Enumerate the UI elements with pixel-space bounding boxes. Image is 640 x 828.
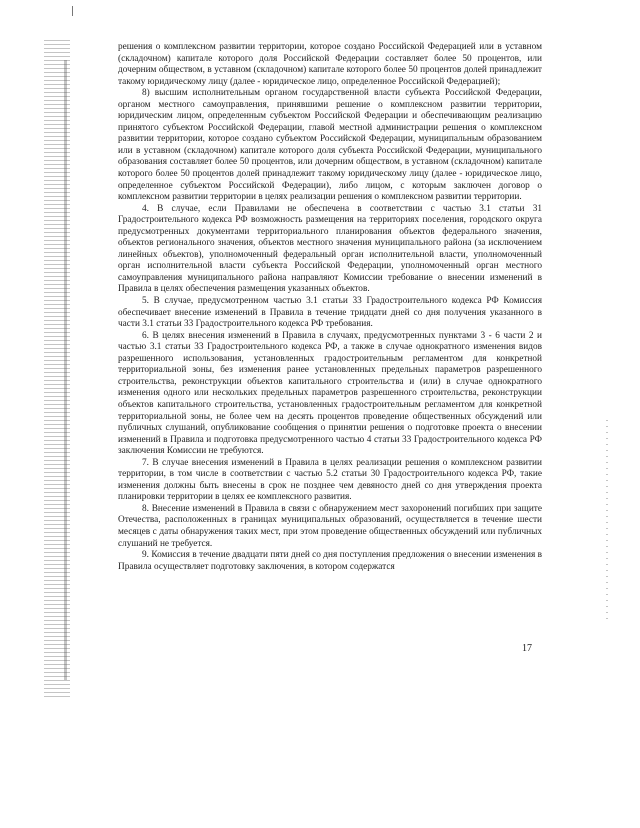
page-number: 17 [522, 643, 532, 654]
paragraph-4: 4. В случае, если Правилами не обеспечена в соответствии с частью 3.1 статьи 31 Градостроительного кодекса РФ возможность размещения на территориях поселения, городского округа предусмотренных документами территориального планирования объектов федерального значения, объектов регионального значения, объектов местного значения муниципального района (за исключением линейных объектов), уполномоченный федеральный орган исполнительной власти, уполномоченный орган исполнительной власти субъекта Российской Федерации, уполномоченный орган местного самоуправления муниципального района направляют Комиссии требование о внесении изменений в Правила в целях обеспечения размещения указанных объектов. [118, 203, 542, 295]
paragraph-item-8: 8) высшим исполнительным органом государственной власти субъекта Российской Федерации, органом местного самоуправления, принявшими решение о комплексном развитии территории, юридическим лицом, определенным субъектом Российской Федерации и обеспечивающим реализацию принятого субъектом Российской Федерации, главой местной администрации решения о комплексном развитии территории, которое создано субъектом Российской Федерации, муниципальным образованием или в уставном (складочном) капитале которого доля субъекта Российской Федерации, муниципального образования составляет более 50 процентов, или дочерним обществом, в уставном (складочном) капитале которого более 50 процентов долей принадлежит такому юридическому лицу (далее - юридическое лицо, определенное субъектом Российской Федерации), либо лицом, с которым заключен договор о комплексном развитии территории в целях реализации решения о комплексном развитии территории. [118, 88, 542, 203]
scan-dots-artifact [606, 420, 608, 620]
scan-edge-line [64, 60, 67, 680]
paragraph-7: 7. В случае внесения изменений в Правила в целях реализации решения о комплексном развитии территории, в том числе в соответствии с частью 5.2 статьи 30 Градостроительного кодекса РФ, такие изменения должны быть внесены в срок не позднее чем девяносто дней со дня утверждения проекта планировки территории в целях ее комплексного развития. [118, 457, 542, 503]
paragraph-9: 9. Комиссия в течение двадцати пяти дней со дня поступления предложения о внесении изменения в Правила осуществляет подготовку заключения, в котором содержатся [118, 550, 542, 572]
paragraph-6: 6. В целях внесения изменений в Правила в случаях, предусмотренных пунктами 3 - 6 части 2 и частью 3.1 статьи 33 Градостроительного кодекса РФ, а также в случае однократного изменения видов разрешенного использования, установленных градостроительным регламентом для конкретной территориальной зоны, без изменения ранее установленных предельных параметров разрешенного строительства, реконструкции объектов капитального строительства и (или) в случае однократного изменения одного или нескольких предельных параметров разрешенного строительства, реконструкции объектов капитального строительства, установленных градостроительным регламентом для конкретной территориальной зоны, не более чем на десять процентов проведение общественных обсуждений или публичных слушаний, опубликование сообщения о принятии решения о подготовке проекта о внесении изменений в Правила и подготовка предусмотренного частью 4 статьи 33 Градостроительного кодекса РФ заключения Комиссии не требуются. [118, 330, 542, 457]
paragraph-continuation: решения о комплексном развитии территории, которое создано Российской Федерацией или в уставном (складочном) капитале которого доля Российской Федерации составляет более 50 процентов, или дочерним обществом, в уставном (складочном) капитале которого более 50 процентов долей принадлежит такому юридическому лицу (далее - юридическое лицо, определенное Российской Федерацией); [118, 42, 542, 87]
scan-mark [72, 6, 73, 16]
paragraph-5: 5. В случае, предусмотренном частью 3.1 статьи 33 Градостроительного кодекса РФ Комиссия обеспечивает внесение изменений в Правила в течение тридцати дней со дня получения указанного в части 3.1 статьи 33 Градостроительного кодекса РФ требования. [118, 296, 542, 330]
paragraph-8: 8. Внесение изменений в Правила в связи с обнаружением мест захоронений погибших при защите Отечества, расположенных в границах муниципальных образований, осуществляется в течение шести месяцев с даты обнаружения таких мест, при этом проведение общественных обсуждений или публичных слушаний не требуется. [118, 503, 542, 549]
document-page [118, 42, 542, 573]
